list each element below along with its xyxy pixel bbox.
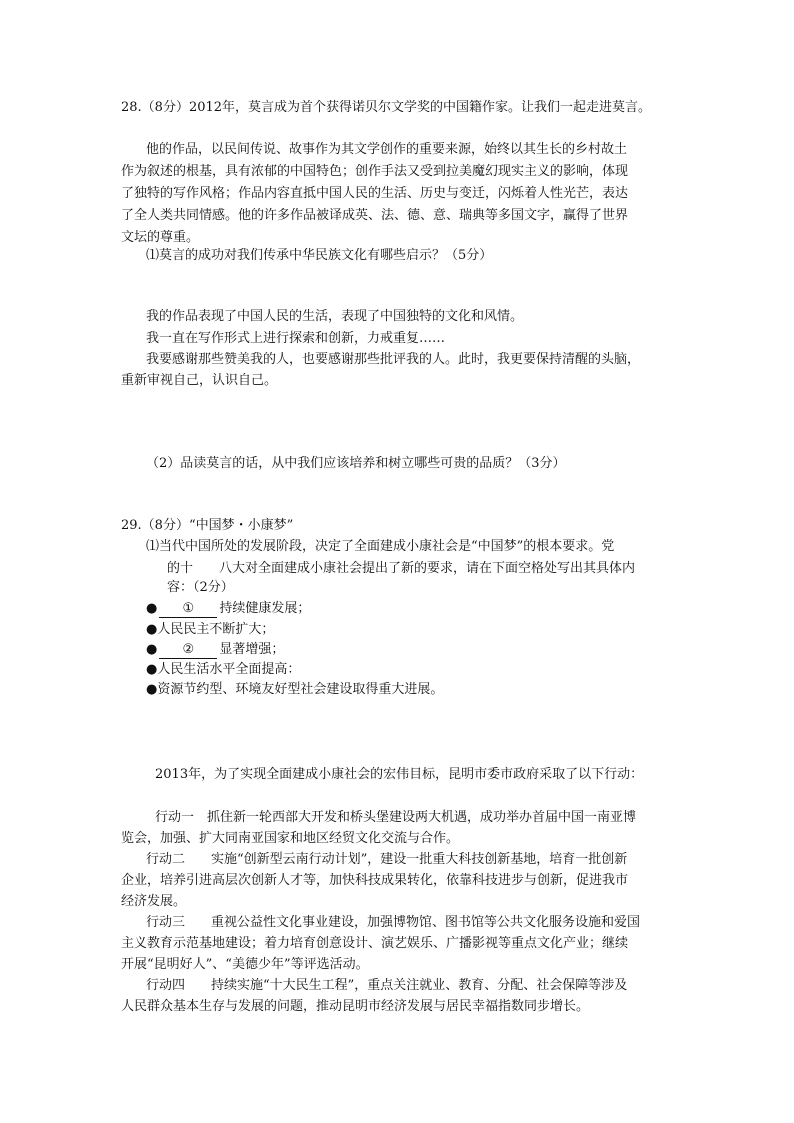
bullet-text: 人民生活水平全面提高： (157, 662, 301, 677)
action-line: 览会，加强、扩大同南亚国家和地区经贸文化交流与合作。 (121, 831, 460, 846)
quote-line: 我一直在写作形式上进行探索和创新，力戒重复…… (146, 331, 446, 346)
q29-subquestion-line: 的十 八大对全面建成小康社会提出了新的要求，请在下面空格处写出其具体内 (167, 561, 636, 576)
action-line: 行动二 实施“创新型云南行动计划”，建设一批重大科技创新基地，培育一批创新 (146, 852, 628, 867)
bullet-icon: ● (146, 662, 158, 677)
action-line: 企业，培养引进高层次创新人才等，加快科技成果转化，依靠科技进步与创新，促进我市 (121, 873, 629, 888)
q28-subquestion-1: ⑴莫言的成功对我们传承中华民族文化有哪些启示？（5分） (146, 248, 493, 263)
bullet-text: 资源节约型、环境友好型社会建设取得重大进展。 (157, 682, 444, 697)
bullet-icon: ● (146, 601, 158, 616)
q28-subquestion-2: （2）品读莫言的话，从中我们应该培养和树立哪些可贵的品质？（3分） (146, 456, 566, 471)
q28-paragraph-line: 文坛的尊重。 (121, 230, 200, 245)
q28-heading: 28.（8分）2012年，莫言成为首个获得诺贝尔文学奖的中国籍作家。让我们一起走进莫言。 (121, 100, 652, 115)
action-line: 行动一 抓住新一轮西部大开发和桥头堡建设两大机遇，成功举办首届中国一南亚博 (155, 810, 637, 825)
q29-subquestion-line: ⑴当代中国所处的发展阶段，决定了全面建成小康社会是“中国梦”的根本要求。党 (146, 539, 615, 554)
bullet-item (146, 599, 310, 619)
bullet-icon: ● (146, 622, 158, 637)
bullet-icon: ● (146, 642, 158, 657)
bullet-text: 显著增强； (219, 642, 285, 657)
bullet-text: 持续健康发展； (219, 601, 311, 616)
q28-paragraph-line: 了全人类共同情感。他的许多作品被译成英、法、德、意、瑞典等多国文字，赢得了世界 (121, 208, 629, 223)
answer-blank-1[interactable]: ① (159, 601, 217, 618)
quote-line: 重新审视自己，认识自己。 (121, 373, 278, 388)
q28-paragraph-line: 了独特的写作风格；作品内容直抵中国人民的生活、历史与变迁，闪烁着人性光芒，表达 (121, 186, 629, 201)
bullet-icon: ● (146, 682, 158, 697)
q28-paragraph-line: 作为叙述的根基，具有浓郁的中国特色；创作手法又受到拉美魔幻现实主义的影响，体现 (121, 164, 629, 179)
quote-line: 我要感谢那些赞美我的人，也要感谢那些批评我的人。此时，我更要保持清醒的头脑， (146, 352, 641, 367)
q29-heading: 29.（8分）“中国梦・小康梦” (121, 518, 294, 533)
bullet-text: 人民民主不断扩大； (157, 622, 275, 637)
action-line: 行动四 持续实施“十大民生工程”，重点关注就业、教育、分配、社会保障等涉及 (146, 978, 628, 993)
bullet-item (146, 680, 443, 700)
action-line: 行动三 重视公益性文化事业建设，加强博物馆、图书馆等公共文化服务设施和爱国 (146, 915, 641, 930)
answer-blank-2[interactable]: ② (159, 642, 217, 659)
bullet-item (146, 640, 284, 660)
quote-line: 我的作品表现了中国人民的生活，表现了中国独特的文化和风情。 (146, 309, 524, 324)
q28-paragraph-line: 他的作品，以民间传说、故事作为其文学创作的重要来源，始终以其生长的乡村故土 (146, 142, 628, 157)
action-line: 主义教育示范基地建设；着力培育创意设计、演艺娱乐、广播影视等重点文化产业；继续 (121, 936, 629, 951)
q29-intro: 2013年，为了实现全面建成小康社会的宏伟目标，昆明市委市政府采取了以下行动： (155, 767, 644, 782)
q29-subquestion-line: 容：（2分） (167, 580, 234, 595)
action-line: 经济发展。 (121, 894, 187, 909)
action-line: 人民群众基本生存与发展的问题，推动昆明市经济发展与居民幸福指数同步增长。 (121, 999, 590, 1014)
action-line: 开展“昆明好人”、“美德少年”等评选活动。 (121, 957, 369, 972)
bullet-item (146, 620, 274, 640)
bullet-item (146, 660, 300, 680)
